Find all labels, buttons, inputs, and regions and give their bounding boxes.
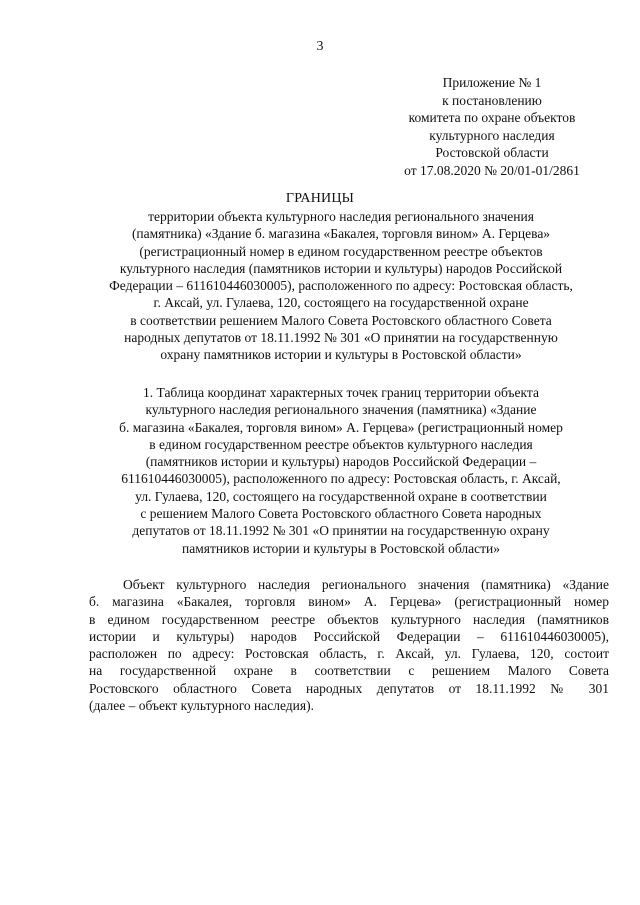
- subtitle-line: народных депутатов от 18.11.1992 № 301 «О принятии на государственную: [124, 330, 558, 346]
- appendix-line: от 17.08.2020 № 20/01-01/2861: [404, 162, 580, 178]
- appendix-line: Ростовской области: [435, 145, 549, 160]
- subtitle-line: (регистрационный номер в едином государственном реестре объектов: [139, 243, 543, 259]
- appendix-line: культурного наследия: [429, 127, 555, 143]
- section-line: в едином государственном реестре объектов культурного наследия: [149, 436, 533, 452]
- subtitle-line: Федерации – 611610446030005), расположенного по адресу: Ростовская область,: [109, 278, 573, 294]
- section-1-heading: [86, 384, 596, 557]
- section-line: депутатов от 18.11.1992 № 301 «О принятии на государственную охрану: [132, 523, 550, 539]
- page-number: 3: [316, 39, 324, 54]
- subtitle-line: культурного наследия (памятников истории и культуры) народов Российской: [119, 260, 563, 276]
- section-line: (памятников истории и культуры) народов Российской Федерации –: [145, 454, 537, 470]
- document-title: ГРАНИЦЫ: [285, 191, 355, 206]
- appendix-header: [372, 74, 612, 179]
- paragraph-line: б. магазина «Бакалея, торговля вином» А. Герцева» (регистрационный номер: [89, 594, 609, 610]
- section-line: 611610446030005), расположенного по адресу: Ростовская область, г. Аксай,: [121, 471, 561, 487]
- section-line: б. магазина «Бакалея, торговля вином» А. Герцева» (регистрационный номер: [119, 419, 563, 435]
- appendix-line: к постановлению: [442, 92, 542, 108]
- section-line: ул. Гулаева, 120, состоящего на государственной охране в соответствии: [135, 488, 547, 504]
- paragraph-line: в едином государственном реестре объектов культурного наследия (памятников: [89, 611, 609, 627]
- paragraph-line: на государственной охране в соответствии с решением Малого Совета: [89, 663, 609, 679]
- section-line: 1. Таблица координат характерных точек границ территории объекта: [143, 385, 539, 400]
- document-subtitle: [86, 208, 596, 364]
- section-line: культурного наследия регионального значения (памятника) «Здание: [145, 402, 537, 418]
- paragraph-line: расположен по адресу: Ростовская область, г. Аксай, ул. Гулаева, 120, состоит: [89, 646, 609, 662]
- subtitle-line: г. Аксай, ул. Гулаева, 120, состоящего на государственной охране: [153, 295, 529, 311]
- subtitle-line: в соответствии решением Малого Совета Ростовского областного Совета: [130, 312, 552, 328]
- appendix-line: комитета по охране объектов: [408, 110, 576, 125]
- paragraph-line: Ростовского областного Совета народных депутатов от 18.11.1992 № 301: [89, 680, 609, 696]
- paragraph-line: Объект культурного наследия регионального значения (памятника) «Здание: [123, 577, 609, 592]
- body-paragraph: [89, 576, 609, 714]
- paragraph-line: истории и культуры) народов Российской Федерации – 611610446030005),: [89, 628, 609, 644]
- subtitle-line: (памятника) «Здание б. магазина «Бакалея, торговля вином» А. Герцева»: [131, 226, 551, 242]
- subtitle-line: территории объекта культурного наследия регионального значения: [148, 209, 534, 224]
- appendix-line: Приложение № 1: [442, 75, 542, 90]
- section-line: с решением Малого Совета Ростовского областного Совета народных: [140, 506, 542, 522]
- subtitle-line: охрану памятников истории и культуры в Ростовской области»: [160, 347, 522, 363]
- paragraph-line: (далее – объект культурного наследия).: [89, 698, 314, 714]
- section-line: памятников истории и культуры в Ростовской области»: [182, 540, 500, 556]
